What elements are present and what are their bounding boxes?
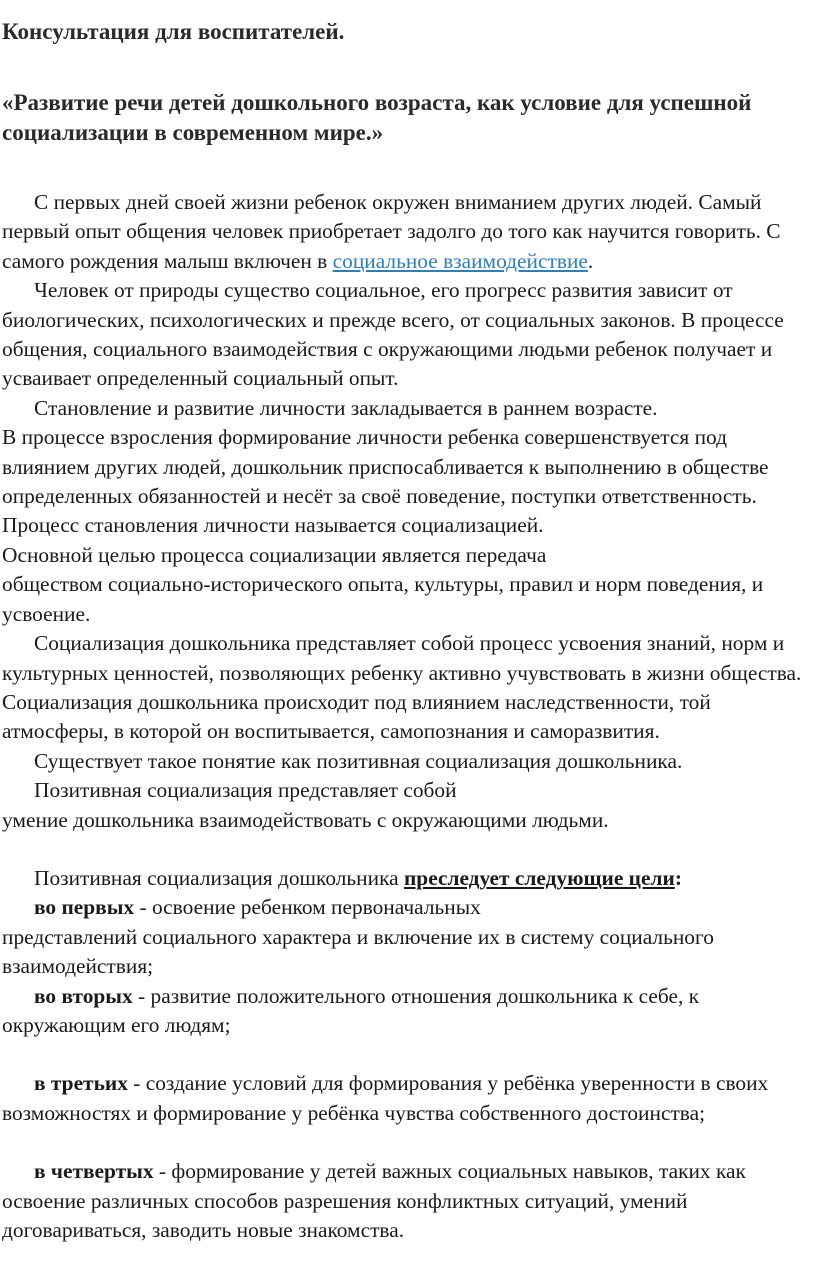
goals-heading: преследует следующие цели <box>403 865 675 890</box>
paragraph-3: Становление и развитие личности закладывается в раннем возрасте. <box>34 395 658 420</box>
spacer <box>2 835 814 864</box>
goal-1-continued: представлений социального характера и включение их в систему социального взаимодействия; <box>2 924 714 979</box>
goal-2-label: во вторых <box>34 983 133 1008</box>
paragraph-4b: Основной целью процесса социализации является передача <box>2 542 547 567</box>
paragraph-1-end: . <box>587 248 594 273</box>
paragraph-4c: обществом социально-исторического опыта, культуры, правил и норм поведения, и усвоение. <box>2 572 764 626</box>
paragraph-7b: умение дошкольника взаимодействовать с окружающими людьми. <box>2 807 609 832</box>
social-interaction-link[interactable]: социальное взаимодействие <box>332 248 588 273</box>
goal-4-label: в четвертых <box>34 1159 154 1184</box>
goal-4 <box>2 1157 814 1245</box>
doc-body <box>2 188 814 1245</box>
doc-subtitle: «Развитие речи детей дошкольного возраста, как условие для успешной социализации в современном мире.» <box>2 90 752 145</box>
goal-2 <box>2 982 814 1041</box>
goal-3-label: в третьих <box>34 1071 128 1096</box>
goal-4-text: - формирование у детей важных социальных навыков, таких как освоение различных способов разрешения конфликтных ситуаций, умений договариваться, заводить новые знакомства. <box>2 1159 746 1242</box>
spacer <box>2 1128 814 1157</box>
goal-1-label: во первых <box>34 895 135 920</box>
goal-1 <box>2 893 814 922</box>
goals-intro <box>2 864 814 893</box>
paragraph-1 <box>2 188 814 276</box>
paragraph-7a: Позитивная социализация представляет собой <box>34 778 457 803</box>
goals-colon: : <box>674 865 682 890</box>
goal-2-text: - развитие положительного отношения дошкольника к себе, к окружающим его людям; <box>2 983 700 1037</box>
goal-3-text: - создание условий для формирования у ребёнка уверенности в своих возможностях и формирование у ребёнка чувства собственного достоинства; <box>2 1071 769 1125</box>
spacer <box>2 1040 814 1069</box>
paragraph-2: Человек от природы существо социальное, его прогресс развития зависит от биологических, психологических и прежде всего, от социальных законов. В процессе общения, социального взаимодействия с окружающими людьми ребенок получает и усваивает определенный социальный опыт. <box>2 278 784 391</box>
paragraph-6: Существует такое понятие как позитивная социализация дошкольника. <box>34 748 683 773</box>
paragraph-1-text: С первых дней своей жизни ребенок окружен вниманием других людей. Самый первый опыт общения человек приобретает задолго до того как научится говорить. С самого рождения малыш включен в <box>2 190 781 273</box>
doc-title: Консультация для воспитателей. <box>2 19 345 44</box>
goal-3 <box>2 1069 814 1128</box>
goals-intro-text: Позитивная социализация дошкольника <box>34 865 404 890</box>
paragraph-5: Социализация дошкольника представляет собой процесс усвоения знаний, норм и культурных ценностей, позволяющих ребенку активно учувствовать в жизни общества. Социализация дошкольника происходит под влиянием наследственности, той атмосферы, в которой он воспитывается, самопознания и саморазвития. <box>2 631 802 744</box>
goal-1-text-a: - освоение ребенком первоначальных <box>134 895 481 920</box>
paragraph-4a: В процессе взросления формирование личности ребенка совершенствуется под влиянием других людей, дошкольник приспосабливается к выполнению в обществе определенных обязанностей и несёт за своё поведение, поступки ответственность. Процесс становления личности называется социализацией. <box>2 425 769 538</box>
